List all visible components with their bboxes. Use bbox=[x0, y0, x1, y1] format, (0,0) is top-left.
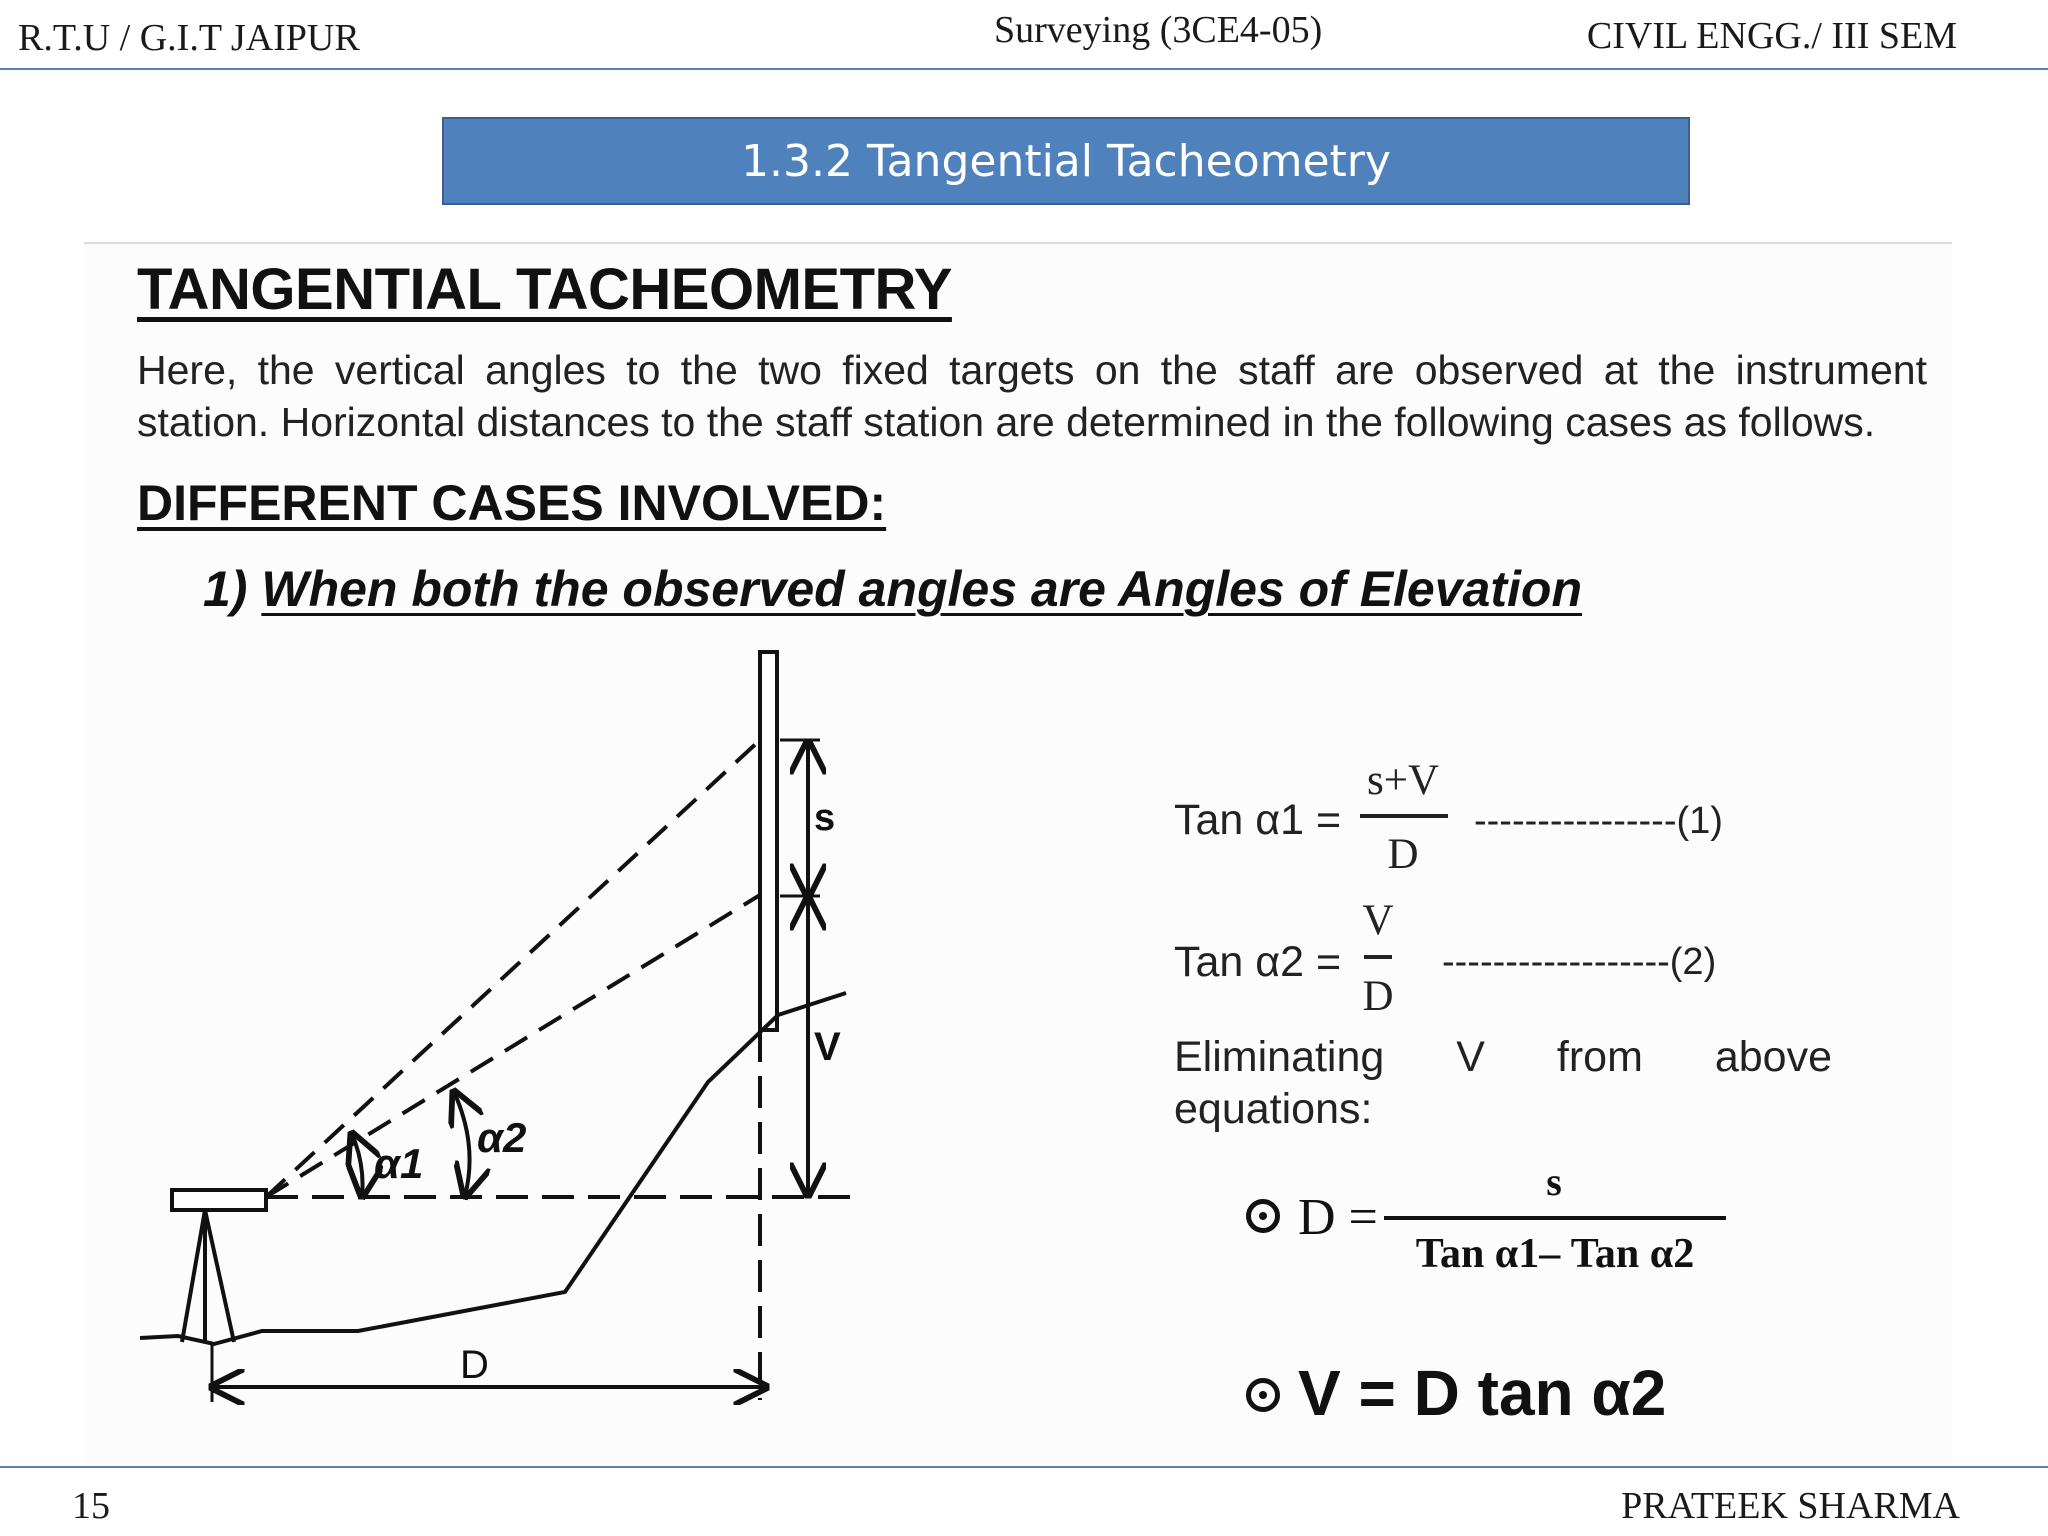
slide-title: 1.3.2 Tangential Tacheometry bbox=[442, 117, 1690, 205]
eq2-bar bbox=[1364, 955, 1392, 959]
elimination-text: Eliminating V from above bbox=[1174, 1033, 1832, 1081]
header-center: Surveying (3CE4-05) bbox=[994, 9, 1323, 51]
page-number: 15 bbox=[72, 1485, 110, 1527]
result2-bullet bbox=[1246, 1378, 1280, 1412]
alpha2-arc bbox=[454, 1092, 470, 1196]
header-left: R.T.U / G.I.T JAIPUR bbox=[18, 17, 360, 59]
result1-bar bbox=[1384, 1216, 1726, 1220]
eq2-reference: ------------------(2) bbox=[1442, 941, 1717, 983]
eq2-denominator: D bbox=[1362, 973, 1394, 1020]
case-text: When both the observed angles are Angles of Elevation bbox=[261, 561, 1582, 617]
eq1-lhs: Tan α1 = bbox=[1174, 796, 1342, 844]
header-right: CIVIL ENGG./ III SEM bbox=[1586, 15, 1957, 57]
footer-rule bbox=[0, 1466, 2048, 1468]
author: PRATEEK SHARMA bbox=[1621, 1485, 1960, 1527]
intro-paragraph: Here, the vertical angles to the two fixed targets on the staff are observed at the instrument station. Horizontal distances to the staff station are determined in the following cases as follows. bbox=[137, 347, 1927, 445]
main-heading: TANGENTIAL TACHEOMETRY bbox=[137, 257, 952, 322]
alpha1-arc bbox=[352, 1134, 363, 1196]
case-number: 1) bbox=[203, 561, 248, 617]
eq1-reference: ----------------(1) bbox=[1474, 800, 1723, 842]
eq1-denominator: D bbox=[1387, 831, 1419, 878]
staff bbox=[760, 652, 777, 1030]
ground-profile bbox=[140, 993, 846, 1344]
result2-formula: V = D tan α2 bbox=[1298, 1357, 1667, 1429]
elimination-text-2: equations: bbox=[1174, 1085, 1373, 1133]
result1-bullet bbox=[1246, 1199, 1280, 1233]
label-s: s bbox=[814, 797, 836, 839]
label-d: D bbox=[460, 1343, 489, 1387]
eq1-numerator: s+V bbox=[1366, 757, 1440, 804]
label-v: V bbox=[814, 1025, 841, 1069]
label-alpha2: α2 bbox=[477, 1114, 527, 1161]
eq1-bar bbox=[1360, 814, 1448, 818]
result1-denominator: Tan α1– Tan α2 bbox=[1415, 1231, 1695, 1277]
cases-heading: DIFFERENT CASES INVOLVED: bbox=[137, 475, 887, 531]
result1-numerator: s bbox=[1546, 1159, 1562, 1204]
label-alpha1: α1 bbox=[374, 1140, 424, 1187]
instrument bbox=[172, 1190, 266, 1342]
eq2-lhs: Tan α2 = bbox=[1174, 938, 1342, 986]
result1-lhs: D = bbox=[1298, 1189, 1378, 1246]
eq2-numerator: V bbox=[1362, 897, 1394, 944]
